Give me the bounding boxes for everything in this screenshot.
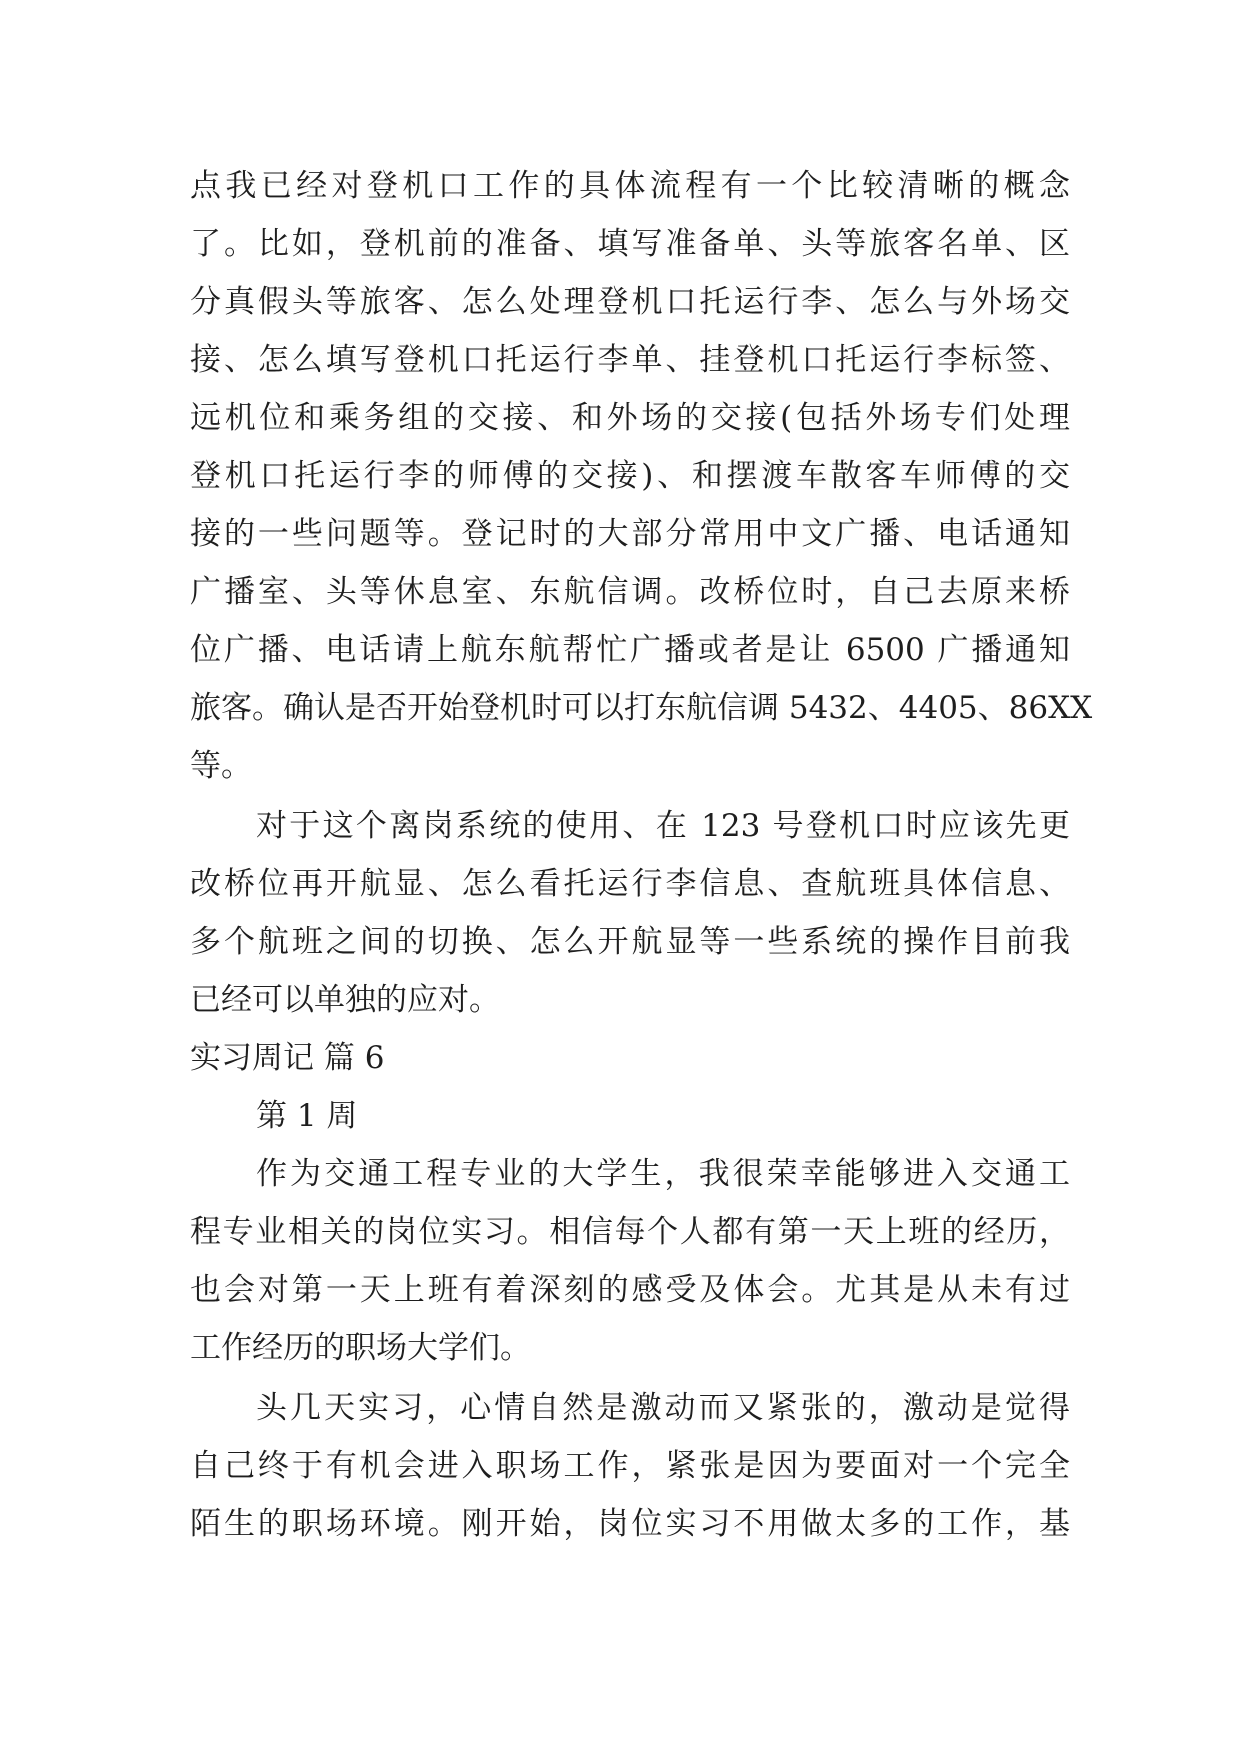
text-line: 接的一些问题等。登记时的大部分常用中文广播、电话通知 <box>190 516 1070 552</box>
section-heading: 实习周记 篇 6 <box>190 1040 385 1076</box>
text-line: 改桥位再开航显、怎么看托运行李信息、查航班具体信息、 <box>190 866 1070 902</box>
text-line: 旅客。确认是否开始登机时可以打东航信调 5432、4405、86XX <box>190 690 1093 726</box>
text-line: 广播室、头等休息室、东航信调。改桥位时，自己去原来桥 <box>190 574 1070 610</box>
text-line: 登机口托运行李的师傅的交接)、和摆渡车散客车师傅的交 <box>190 458 1070 494</box>
text-line: 等。 <box>190 748 252 784</box>
paragraph-first-line: 作为交通工程专业的大学生，我很荣幸能够进入交通工 <box>256 1156 1070 1192</box>
text-line: 远机位和乘务组的交接、和外场的交接(包括外场专们处理 <box>190 400 1070 436</box>
text-line: 也会对第一天上班有着深刻的感受及体会。尤其是从未有过 <box>190 1272 1070 1308</box>
week-heading: 第 1 周 <box>256 1098 358 1134</box>
text-line: 自己终于有机会进入职场工作，紧张是因为要面对一个完全 <box>190 1448 1070 1484</box>
text-line: 了。比如，登机前的准备、填写准备单、头等旅客名单、区 <box>190 226 1070 262</box>
paragraph-first-line: 对于这个离岗系统的使用、在 123 号登机口时应该先更 <box>256 808 1070 844</box>
text-line: 点我已经对登机口工作的具体流程有一个比较清晰的概念 <box>190 168 1070 204</box>
text-line: 位广播、电话请上航东航帮忙广播或者是让 6500 广播通知 <box>190 632 1070 668</box>
paragraph-first-line: 头几天实习，心情自然是激动而又紧张的，激动是觉得 <box>256 1390 1070 1426</box>
text-line: 已经可以单独的应对。 <box>190 982 500 1018</box>
text-line: 多个航班之间的切换、怎么开航显等一些系统的操作目前我 <box>190 924 1070 960</box>
text-line: 程专业相关的岗位实习。相信每个人都有第一天上班的经历， <box>190 1214 1070 1250</box>
text-line: 工作经历的职场大学们。 <box>190 1330 531 1366</box>
text-line: 接、怎么填写登机口托运行李单、挂登机口托运行李标签、 <box>190 342 1070 378</box>
text-line: 陌生的职场环境。刚开始，岗位实习不用做太多的工作，基 <box>190 1506 1070 1542</box>
text-line: 分真假头等旅客、怎么处理登机口托运行李、怎么与外场交 <box>190 284 1070 320</box>
